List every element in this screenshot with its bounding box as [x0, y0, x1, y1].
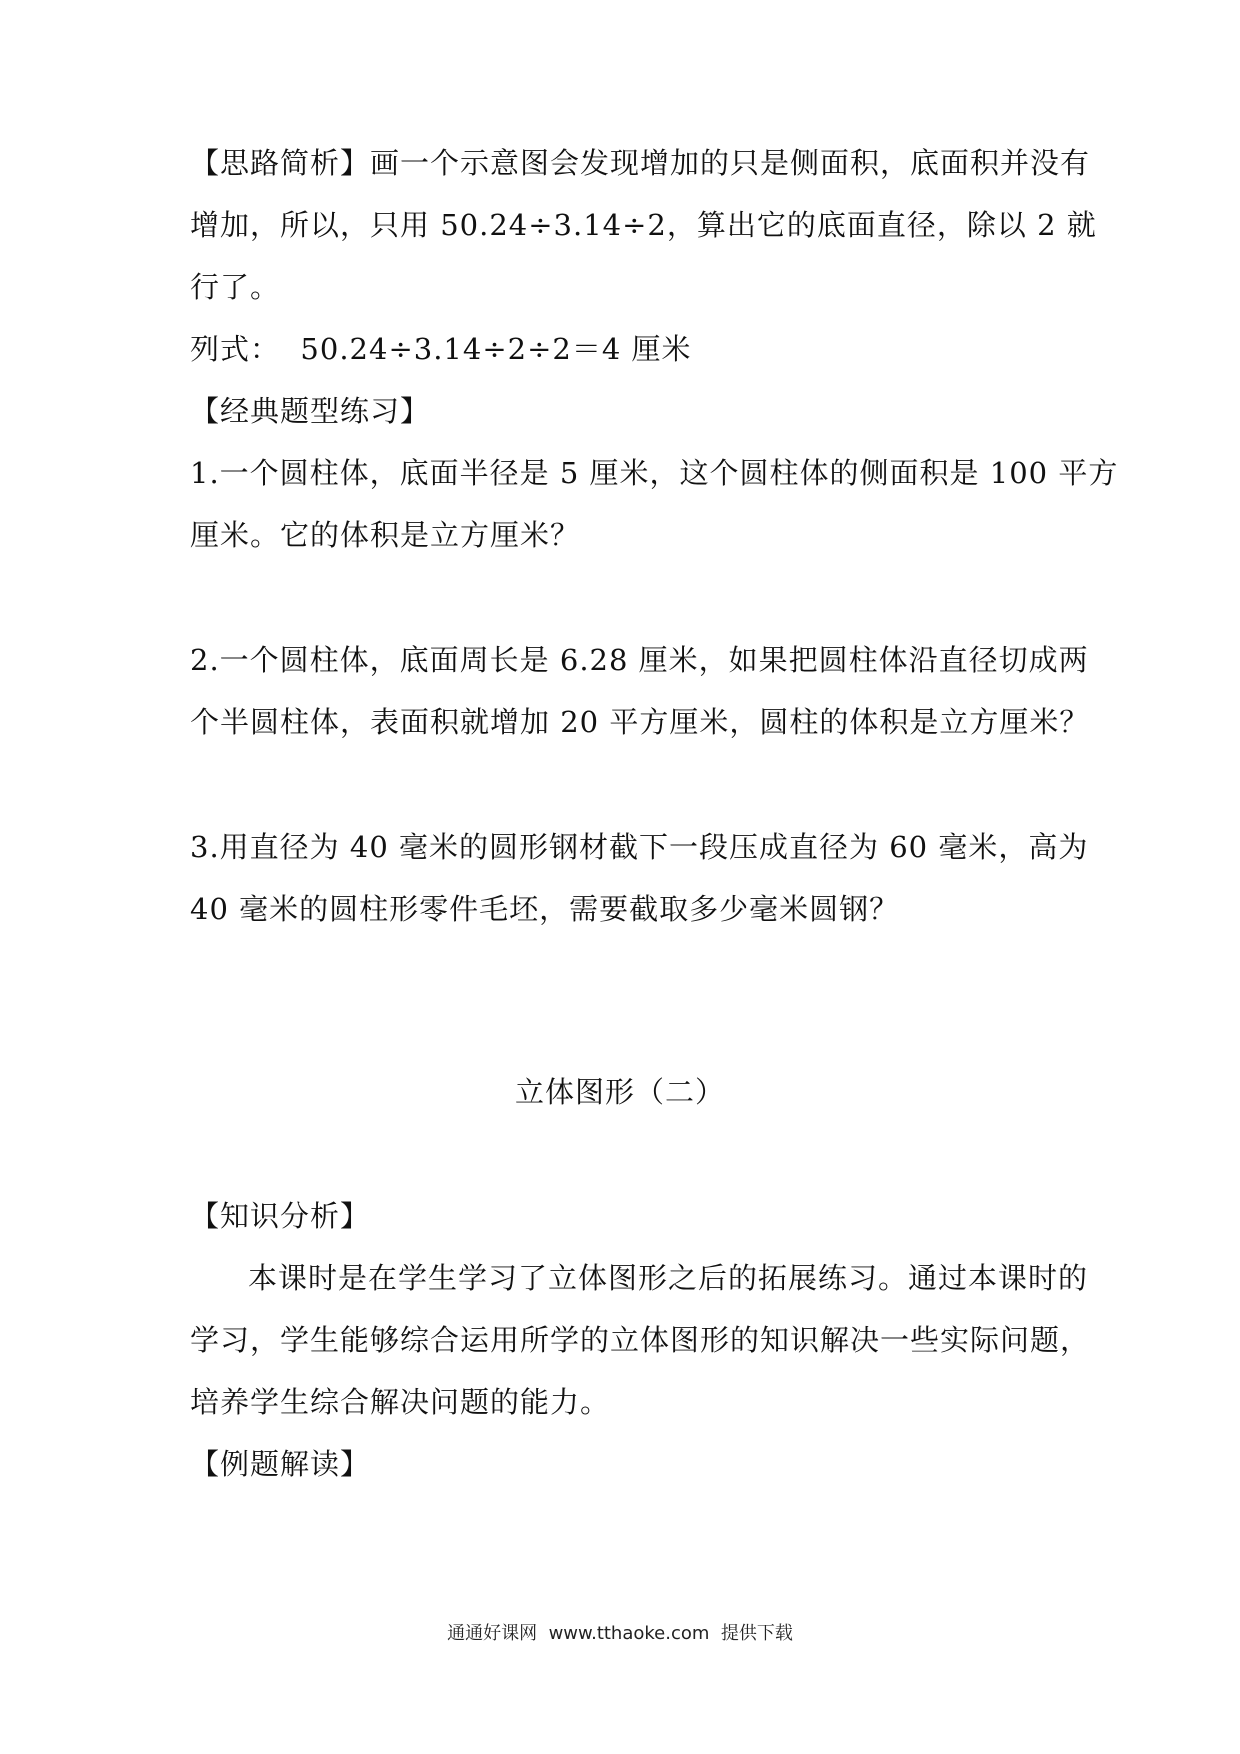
analysis-line-1: 【思路简析】画一个示意图会发现增加的只是侧面积，底面积并没有: [190, 146, 1091, 180]
knowledge-line-3: 培养学生综合解决问题的能力。: [190, 1385, 611, 1419]
knowledge-heading: 【知识分析】: [190, 1199, 371, 1233]
knowledge-line-1: 本课时是在学生学习了立体图形之后的拓展练习。通过本课时的: [248, 1261, 1089, 1295]
section-title: 立体图形（二）: [514, 1075, 725, 1109]
page-footer: 通通好课网 www.tthaoke.com 提供下载: [447, 1623, 793, 1644]
practice-heading: 【经典题型练习】: [190, 394, 431, 428]
knowledge-line-2: 学习，学生能够综合运用所学的立体图形的知识解决一些实际问题，: [190, 1323, 1091, 1357]
question-1-line-2: 厘米。它的体积是立方厘米？: [190, 518, 581, 552]
formula-line: 列式： 50.24÷3.14÷2÷2＝4 厘米: [190, 332, 692, 366]
analysis-line-2: 增加，所以，只用 50.24÷3.14÷2，算出它的底面直径，除以 2 就: [190, 208, 1097, 242]
question-1-line-1: 1.一个圆柱体，底面半径是 5 厘米，这个圆柱体的侧面积是 100 平方: [190, 456, 1119, 490]
question-3-line-2: 40 毫米的圆柱形零件毛坯，需要截取多少毫米圆钢？: [190, 892, 900, 926]
question-2-line-1: 2.一个圆柱体，底面周长是 6.28 厘米，如果把圆柱体沿直径切成两: [190, 643, 1089, 677]
example-heading: 【例题解读】: [190, 1447, 371, 1481]
question-2-line-2: 个半圆柱体，表面积就增加 20 平方厘米，圆柱的体积是立方厘米？: [190, 705, 1090, 739]
question-3-line-1: 3.用直径为 40 毫米的圆形钢材截下一段压成直径为 60 毫米，高为: [190, 830, 1089, 864]
analysis-line-3: 行了。: [190, 270, 281, 304]
